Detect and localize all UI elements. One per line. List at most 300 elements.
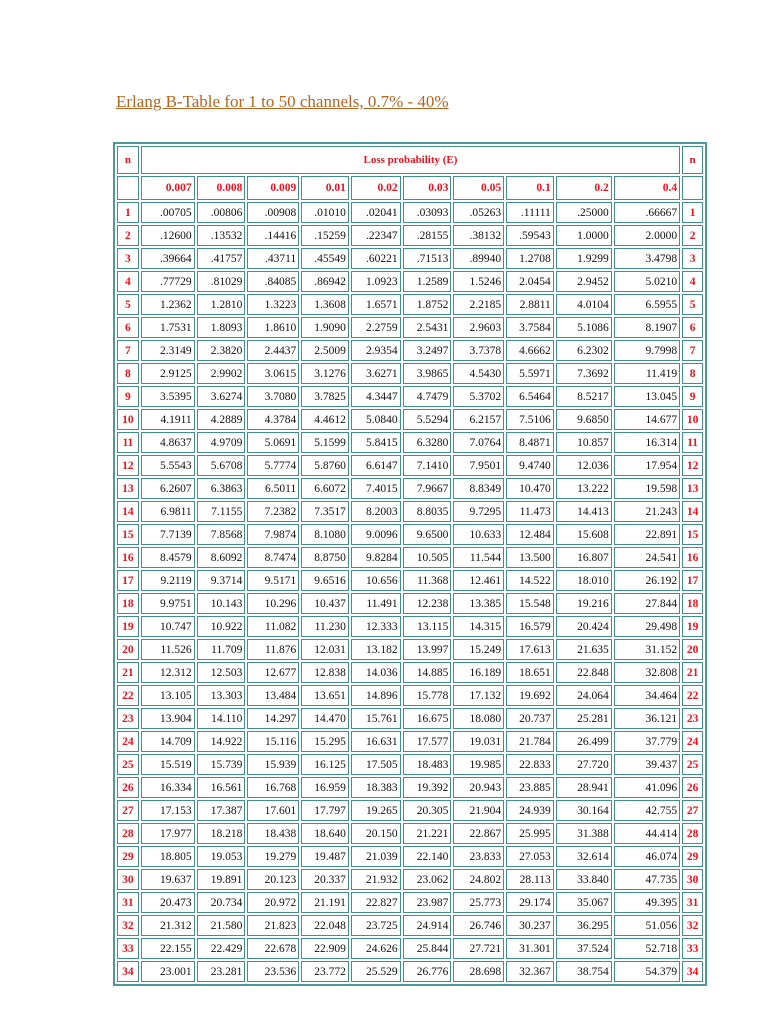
channel-number-left: 14 <box>117 501 139 522</box>
table-body <box>117 202 703 982</box>
traffic-value-cell: 11.368 <box>403 570 452 591</box>
n-header-left: n <box>117 146 139 174</box>
traffic-value-cell: 23.987 <box>403 892 452 913</box>
traffic-value-cell: 10.857 <box>556 432 612 453</box>
table-row <box>117 777 703 798</box>
traffic-value-cell: 16.579 <box>506 616 554 637</box>
traffic-value-cell: 12.838 <box>301 662 349 683</box>
traffic-value-cell: 54.379 <box>614 961 680 982</box>
traffic-value-cell: 18.080 <box>453 708 504 729</box>
traffic-value-cell: 31.388 <box>556 823 612 844</box>
channel-number-left: 30 <box>117 869 139 890</box>
traffic-value-cell: 13.115 <box>403 616 452 637</box>
traffic-value-cell: 8.1080 <box>301 524 349 545</box>
traffic-value-cell: 51.056 <box>614 915 680 936</box>
traffic-value-cell: 16.675 <box>403 708 452 729</box>
channel-number-right: 18 <box>682 593 703 614</box>
traffic-value-cell: 25.773 <box>453 892 504 913</box>
traffic-value-cell: .13532 <box>197 225 246 246</box>
probability-header-cell: 0.01 <box>301 176 349 200</box>
traffic-value-cell: 4.0104 <box>556 294 612 315</box>
table-row <box>117 547 703 568</box>
traffic-value-cell: 13.303 <box>197 685 246 706</box>
traffic-value-cell: 1.5246 <box>453 271 504 292</box>
traffic-value-cell: 4.2889 <box>197 409 246 430</box>
traffic-value-cell: 21.039 <box>351 846 401 867</box>
traffic-value-cell: 18.640 <box>301 823 349 844</box>
traffic-value-cell: 21.784 <box>506 731 554 752</box>
traffic-value-cell: 1.8610 <box>247 317 299 338</box>
channel-number-left: 27 <box>117 800 139 821</box>
traffic-value-cell: 27.721 <box>453 938 504 959</box>
table-row <box>117 317 703 338</box>
traffic-value-cell: 32.367 <box>506 961 554 982</box>
traffic-value-cell: 1.9090 <box>301 317 349 338</box>
traffic-value-cell: 23.725 <box>351 915 401 936</box>
traffic-value-cell: 14.110 <box>197 708 246 729</box>
traffic-value-cell: 12.484 <box>506 524 554 545</box>
traffic-value-cell: 10.747 <box>141 616 195 637</box>
traffic-value-cell: .45549 <box>301 248 349 269</box>
traffic-value-cell: 2.2759 <box>351 317 401 338</box>
traffic-value-cell: 3.6274 <box>197 386 246 407</box>
traffic-value-cell: 35.067 <box>556 892 612 913</box>
traffic-value-cell: 18.383 <box>351 777 401 798</box>
traffic-value-cell: .86942 <box>301 271 349 292</box>
traffic-value-cell: 15.939 <box>247 754 299 775</box>
traffic-value-cell: 22.848 <box>556 662 612 683</box>
erlang-b-table <box>113 142 707 986</box>
traffic-value-cell: 1.2708 <box>506 248 554 269</box>
traffic-value-cell: 3.7378 <box>453 340 504 361</box>
table-row <box>117 570 703 591</box>
traffic-value-cell: .01010 <box>301 202 349 223</box>
traffic-value-cell: .03093 <box>403 202 452 223</box>
channel-number-right: 7 <box>682 340 703 361</box>
traffic-value-cell: 38.754 <box>556 961 612 982</box>
traffic-value-cell: 13.997 <box>403 639 452 660</box>
traffic-value-cell: 1.8093 <box>197 317 246 338</box>
channel-number-right: 30 <box>682 869 703 890</box>
traffic-value-cell: 13.500 <box>506 547 554 568</box>
traffic-value-cell: .77729 <box>141 271 195 292</box>
traffic-value-cell: 20.943 <box>453 777 504 798</box>
traffic-value-cell: .12600 <box>141 225 195 246</box>
channel-number-right: 12 <box>682 455 703 476</box>
traffic-value-cell: 25.995 <box>506 823 554 844</box>
traffic-value-cell: 9.5171 <box>247 570 299 591</box>
probability-header-cell: 0.1 <box>506 176 554 200</box>
traffic-value-cell: .00908 <box>247 202 299 223</box>
traffic-value-cell: .43711 <box>247 248 299 269</box>
channel-number-right: 21 <box>682 662 703 683</box>
traffic-value-cell: 20.305 <box>403 800 452 821</box>
traffic-value-cell: 31.152 <box>614 639 680 660</box>
traffic-value-cell: 16.189 <box>453 662 504 683</box>
traffic-value-cell: 17.601 <box>247 800 299 821</box>
table-row <box>117 248 703 269</box>
traffic-value-cell: 17.577 <box>403 731 452 752</box>
traffic-value-cell: 11.544 <box>453 547 504 568</box>
traffic-value-cell: .28155 <box>403 225 452 246</box>
channel-number-left: 20 <box>117 639 139 660</box>
traffic-value-cell: 9.7295 <box>453 501 504 522</box>
traffic-value-cell: 4.4612 <box>301 409 349 430</box>
channel-number-left: 9 <box>117 386 139 407</box>
traffic-value-cell: 9.9751 <box>141 593 195 614</box>
traffic-value-cell: 7.2382 <box>247 501 299 522</box>
traffic-value-cell: 2.2185 <box>453 294 504 315</box>
channel-number-right: 23 <box>682 708 703 729</box>
channel-number-left: 15 <box>117 524 139 545</box>
traffic-value-cell: 27.720 <box>556 754 612 775</box>
traffic-value-cell: .89940 <box>453 248 504 269</box>
traffic-value-cell: 25.844 <box>403 938 452 959</box>
traffic-value-cell: 13.904 <box>141 708 195 729</box>
traffic-value-cell: 5.5971 <box>506 363 554 384</box>
channel-number-left: 10 <box>117 409 139 430</box>
probability-header-cell: 0.03 <box>403 176 452 200</box>
channel-number-left: 21 <box>117 662 139 683</box>
traffic-value-cell: 15.608 <box>556 524 612 545</box>
traffic-value-cell: .66667 <box>614 202 680 223</box>
traffic-value-cell: 19.637 <box>141 869 195 890</box>
traffic-value-cell: 20.337 <box>301 869 349 890</box>
channel-number-left: 6 <box>117 317 139 338</box>
traffic-value-cell: 15.761 <box>351 708 401 729</box>
traffic-value-cell: .38132 <box>453 225 504 246</box>
channel-number-left: 8 <box>117 363 139 384</box>
table-row <box>117 225 703 246</box>
traffic-value-cell: .00806 <box>197 202 246 223</box>
channel-number-left: 3 <box>117 248 139 269</box>
traffic-value-cell: 26.776 <box>403 961 452 982</box>
traffic-value-cell: 18.483 <box>403 754 452 775</box>
traffic-value-cell: 15.519 <box>141 754 195 775</box>
table-row <box>117 639 703 660</box>
traffic-value-cell: 6.9811 <box>141 501 195 522</box>
traffic-value-cell: 20.150 <box>351 823 401 844</box>
traffic-value-cell: 9.6850 <box>556 409 612 430</box>
traffic-value-cell: 17.153 <box>141 800 195 821</box>
channel-number-left: 12 <box>117 455 139 476</box>
traffic-value-cell: .25000 <box>556 202 612 223</box>
traffic-value-cell: 8.6092 <box>197 547 246 568</box>
traffic-value-cell: 5.1086 <box>556 317 612 338</box>
traffic-value-cell: 21.243 <box>614 501 680 522</box>
traffic-value-cell: 9.6516 <box>301 570 349 591</box>
table-row <box>117 754 703 775</box>
probability-header-cell: 0.4 <box>614 176 680 200</box>
channel-number-right: 22 <box>682 685 703 706</box>
traffic-value-cell: 6.6072 <box>301 478 349 499</box>
traffic-value-cell: 10.143 <box>197 593 246 614</box>
traffic-value-cell: 6.3863 <box>197 478 246 499</box>
channel-number-left: 26 <box>117 777 139 798</box>
traffic-value-cell: 4.3784 <box>247 409 299 430</box>
traffic-value-cell: 3.7825 <box>301 386 349 407</box>
traffic-value-cell: 6.5464 <box>506 386 554 407</box>
traffic-value-cell: 8.1907 <box>614 317 680 338</box>
table-row <box>117 708 703 729</box>
traffic-value-cell: .60221 <box>351 248 401 269</box>
traffic-value-cell: .71513 <box>403 248 452 269</box>
traffic-value-cell: 24.802 <box>453 869 504 890</box>
table-row <box>117 294 703 315</box>
traffic-value-cell: 10.922 <box>197 616 246 637</box>
probability-header-cell: 0.2 <box>556 176 612 200</box>
traffic-value-cell: 21.635 <box>556 639 612 660</box>
traffic-value-cell: 7.4015 <box>351 478 401 499</box>
channel-number-left: 1 <box>117 202 139 223</box>
traffic-value-cell: 20.473 <box>141 892 195 913</box>
traffic-value-cell: 36.121 <box>614 708 680 729</box>
traffic-value-cell: 3.4798 <box>614 248 680 269</box>
channel-number-right: 20 <box>682 639 703 660</box>
traffic-value-cell: 5.0691 <box>247 432 299 453</box>
traffic-value-cell: 17.505 <box>351 754 401 775</box>
traffic-value-cell: 23.833 <box>453 846 504 867</box>
traffic-value-cell: 1.3223 <box>247 294 299 315</box>
traffic-value-cell: .84085 <box>247 271 299 292</box>
traffic-value-cell: 24.914 <box>403 915 452 936</box>
traffic-value-cell: 32.808 <box>614 662 680 683</box>
channel-number-right: 19 <box>682 616 703 637</box>
traffic-value-cell: 42.755 <box>614 800 680 821</box>
traffic-value-cell: 19.031 <box>453 731 504 752</box>
channel-number-right: 15 <box>682 524 703 545</box>
traffic-value-cell: 3.1276 <box>301 363 349 384</box>
probability-row <box>117 176 703 200</box>
channel-number-left: 17 <box>117 570 139 591</box>
traffic-value-cell: 1.0000 <box>556 225 612 246</box>
traffic-value-cell: 8.7474 <box>247 547 299 568</box>
traffic-value-cell: 28.113 <box>506 869 554 890</box>
traffic-value-cell: .00705 <box>141 202 195 223</box>
traffic-value-cell: 44.414 <box>614 823 680 844</box>
traffic-value-cell: 2.3820 <box>197 340 246 361</box>
traffic-value-cell: 14.677 <box>614 409 680 430</box>
traffic-value-cell: 5.8760 <box>301 455 349 476</box>
traffic-value-cell: 7.3692 <box>556 363 612 384</box>
channel-number-right: 28 <box>682 823 703 844</box>
channel-number-right: 24 <box>682 731 703 752</box>
traffic-value-cell: 36.295 <box>556 915 612 936</box>
channel-number-left: 13 <box>117 478 139 499</box>
channel-number-left: 19 <box>117 616 139 637</box>
traffic-value-cell: 9.2119 <box>141 570 195 591</box>
traffic-value-cell: 19.598 <box>614 478 680 499</box>
channel-number-right: 31 <box>682 892 703 913</box>
table-row <box>117 202 703 223</box>
traffic-value-cell: 14.413 <box>556 501 612 522</box>
traffic-value-cell: .22347 <box>351 225 401 246</box>
traffic-value-cell: 19.487 <box>301 846 349 867</box>
traffic-value-cell: 14.036 <box>351 662 401 683</box>
traffic-value-cell: 3.5395 <box>141 386 195 407</box>
traffic-value-cell: 6.6147 <box>351 455 401 476</box>
traffic-value-cell: .05263 <box>453 202 504 223</box>
channel-number-right: 27 <box>682 800 703 821</box>
traffic-value-cell: 25.529 <box>351 961 401 982</box>
traffic-value-cell: 19.279 <box>247 846 299 867</box>
channel-number-left: 7 <box>117 340 139 361</box>
probability-header-cell: 0.02 <box>351 176 401 200</box>
traffic-value-cell: 14.522 <box>506 570 554 591</box>
traffic-value-cell: .59543 <box>506 225 554 246</box>
traffic-value-cell: 4.7479 <box>403 386 452 407</box>
traffic-value-cell: 5.3702 <box>453 386 504 407</box>
traffic-value-cell: 15.548 <box>506 593 554 614</box>
traffic-value-cell: 11.230 <box>301 616 349 637</box>
table-row <box>117 478 703 499</box>
traffic-value-cell: 2.0000 <box>614 225 680 246</box>
channel-number-right: 16 <box>682 547 703 568</box>
traffic-value-cell: 10.656 <box>351 570 401 591</box>
loss-probability-header: Loss probability (E) <box>141 146 680 174</box>
traffic-value-cell: 21.312 <box>141 915 195 936</box>
traffic-value-cell: 20.734 <box>197 892 246 913</box>
traffic-value-cell: 26.746 <box>453 915 504 936</box>
channel-number-left: 18 <box>117 593 139 614</box>
traffic-value-cell: 16.631 <box>351 731 401 752</box>
traffic-value-cell: 14.297 <box>247 708 299 729</box>
traffic-value-cell: 12.461 <box>453 570 504 591</box>
traffic-value-cell: 22.867 <box>453 823 504 844</box>
traffic-value-cell: 2.3149 <box>141 340 195 361</box>
header-row <box>117 146 703 174</box>
channel-number-right: 13 <box>682 478 703 499</box>
traffic-value-cell: 27.844 <box>614 593 680 614</box>
traffic-value-cell: 14.922 <box>197 731 246 752</box>
traffic-value-cell: 11.082 <box>247 616 299 637</box>
traffic-value-cell: 13.484 <box>247 685 299 706</box>
traffic-value-cell: 5.1599 <box>301 432 349 453</box>
traffic-value-cell: 7.8568 <box>197 524 246 545</box>
traffic-value-cell: 14.315 <box>453 616 504 637</box>
traffic-value-cell: 11.491 <box>351 593 401 614</box>
traffic-value-cell: 8.8349 <box>453 478 504 499</box>
traffic-value-cell: 4.1911 <box>141 409 195 430</box>
traffic-value-cell: 9.0096 <box>351 524 401 545</box>
traffic-value-cell: 7.9874 <box>247 524 299 545</box>
traffic-value-cell: 30.164 <box>556 800 612 821</box>
probability-header-cell: 0.008 <box>197 176 246 200</box>
traffic-value-cell: 28.698 <box>453 961 504 982</box>
traffic-value-cell: 23.536 <box>247 961 299 982</box>
traffic-value-cell: 12.036 <box>556 455 612 476</box>
traffic-value-cell: 1.7531 <box>141 317 195 338</box>
traffic-value-cell: 13.105 <box>141 685 195 706</box>
traffic-value-cell: 15.116 <box>247 731 299 752</box>
traffic-value-cell: 23.281 <box>197 961 246 982</box>
channel-number-right: 8 <box>682 363 703 384</box>
traffic-value-cell: 52.718 <box>614 938 680 959</box>
traffic-value-cell: 19.985 <box>453 754 504 775</box>
channel-number-right: 10 <box>682 409 703 430</box>
traffic-value-cell: 12.677 <box>247 662 299 683</box>
channel-number-right: 1 <box>682 202 703 223</box>
traffic-value-cell: 3.7080 <box>247 386 299 407</box>
traffic-value-cell: 5.8415 <box>351 432 401 453</box>
traffic-value-cell: 22.429 <box>197 938 246 959</box>
traffic-value-cell: 3.0615 <box>247 363 299 384</box>
probability-header-cell: 0.05 <box>453 176 504 200</box>
traffic-value-cell: .39664 <box>141 248 195 269</box>
traffic-value-cell: 19.265 <box>351 800 401 821</box>
traffic-value-cell: 14.709 <box>141 731 195 752</box>
traffic-value-cell: 14.896 <box>351 685 401 706</box>
traffic-value-cell: 26.499 <box>556 731 612 752</box>
traffic-value-cell: 21.823 <box>247 915 299 936</box>
table-row <box>117 593 703 614</box>
traffic-value-cell: 2.5009 <box>301 340 349 361</box>
traffic-value-cell: 13.385 <box>453 593 504 614</box>
channel-number-right: 3 <box>682 248 703 269</box>
traffic-value-cell: 19.392 <box>403 777 452 798</box>
channel-number-left: 5 <box>117 294 139 315</box>
traffic-value-cell: 47.735 <box>614 869 680 890</box>
traffic-value-cell: 10.470 <box>506 478 554 499</box>
table-row <box>117 915 703 936</box>
traffic-value-cell: 20.737 <box>506 708 554 729</box>
traffic-value-cell: 11.876 <box>247 639 299 660</box>
traffic-value-cell: 7.9667 <box>403 478 452 499</box>
traffic-value-cell: 24.541 <box>614 547 680 568</box>
traffic-value-cell: .41757 <box>197 248 246 269</box>
table-row <box>117 340 703 361</box>
traffic-value-cell: 7.7139 <box>141 524 195 545</box>
traffic-value-cell: 1.9299 <box>556 248 612 269</box>
table-row <box>117 961 703 982</box>
traffic-value-cell: 15.249 <box>453 639 504 660</box>
traffic-value-cell: 1.2810 <box>197 294 246 315</box>
table-row <box>117 386 703 407</box>
channel-number-left: 33 <box>117 938 139 959</box>
traffic-value-cell: 6.2157 <box>453 409 504 430</box>
table-row <box>117 685 703 706</box>
traffic-value-cell: 13.222 <box>556 478 612 499</box>
traffic-value-cell: 19.692 <box>506 685 554 706</box>
traffic-value-cell: 3.7584 <box>506 317 554 338</box>
traffic-value-cell: 24.626 <box>351 938 401 959</box>
channel-number-left: 32 <box>117 915 139 936</box>
channel-number-right: 25 <box>682 754 703 775</box>
traffic-value-cell: 22.048 <box>301 915 349 936</box>
channel-number-left: 24 <box>117 731 139 752</box>
traffic-value-cell: 24.064 <box>556 685 612 706</box>
channel-number-right: 5 <box>682 294 703 315</box>
traffic-value-cell: 25.281 <box>556 708 612 729</box>
channel-number-left: 22 <box>117 685 139 706</box>
traffic-value-cell: 1.6571 <box>351 294 401 315</box>
channel-number-right: 6 <box>682 317 703 338</box>
empty-cell <box>682 176 703 200</box>
traffic-value-cell: 8.8035 <box>403 501 452 522</box>
traffic-value-cell: 21.191 <box>301 892 349 913</box>
traffic-value-cell: 6.2302 <box>556 340 612 361</box>
channel-number-left: 34 <box>117 961 139 982</box>
traffic-value-cell: 1.8752 <box>403 294 452 315</box>
traffic-value-cell: 9.7998 <box>614 340 680 361</box>
table-row <box>117 662 703 683</box>
traffic-value-cell: 3.6271 <box>351 363 401 384</box>
traffic-value-cell: 49.395 <box>614 892 680 913</box>
traffic-value-cell: 27.053 <box>506 846 554 867</box>
traffic-value-cell: 18.218 <box>197 823 246 844</box>
probability-header-cell: 0.009 <box>247 176 299 200</box>
traffic-value-cell: 21.580 <box>197 915 246 936</box>
